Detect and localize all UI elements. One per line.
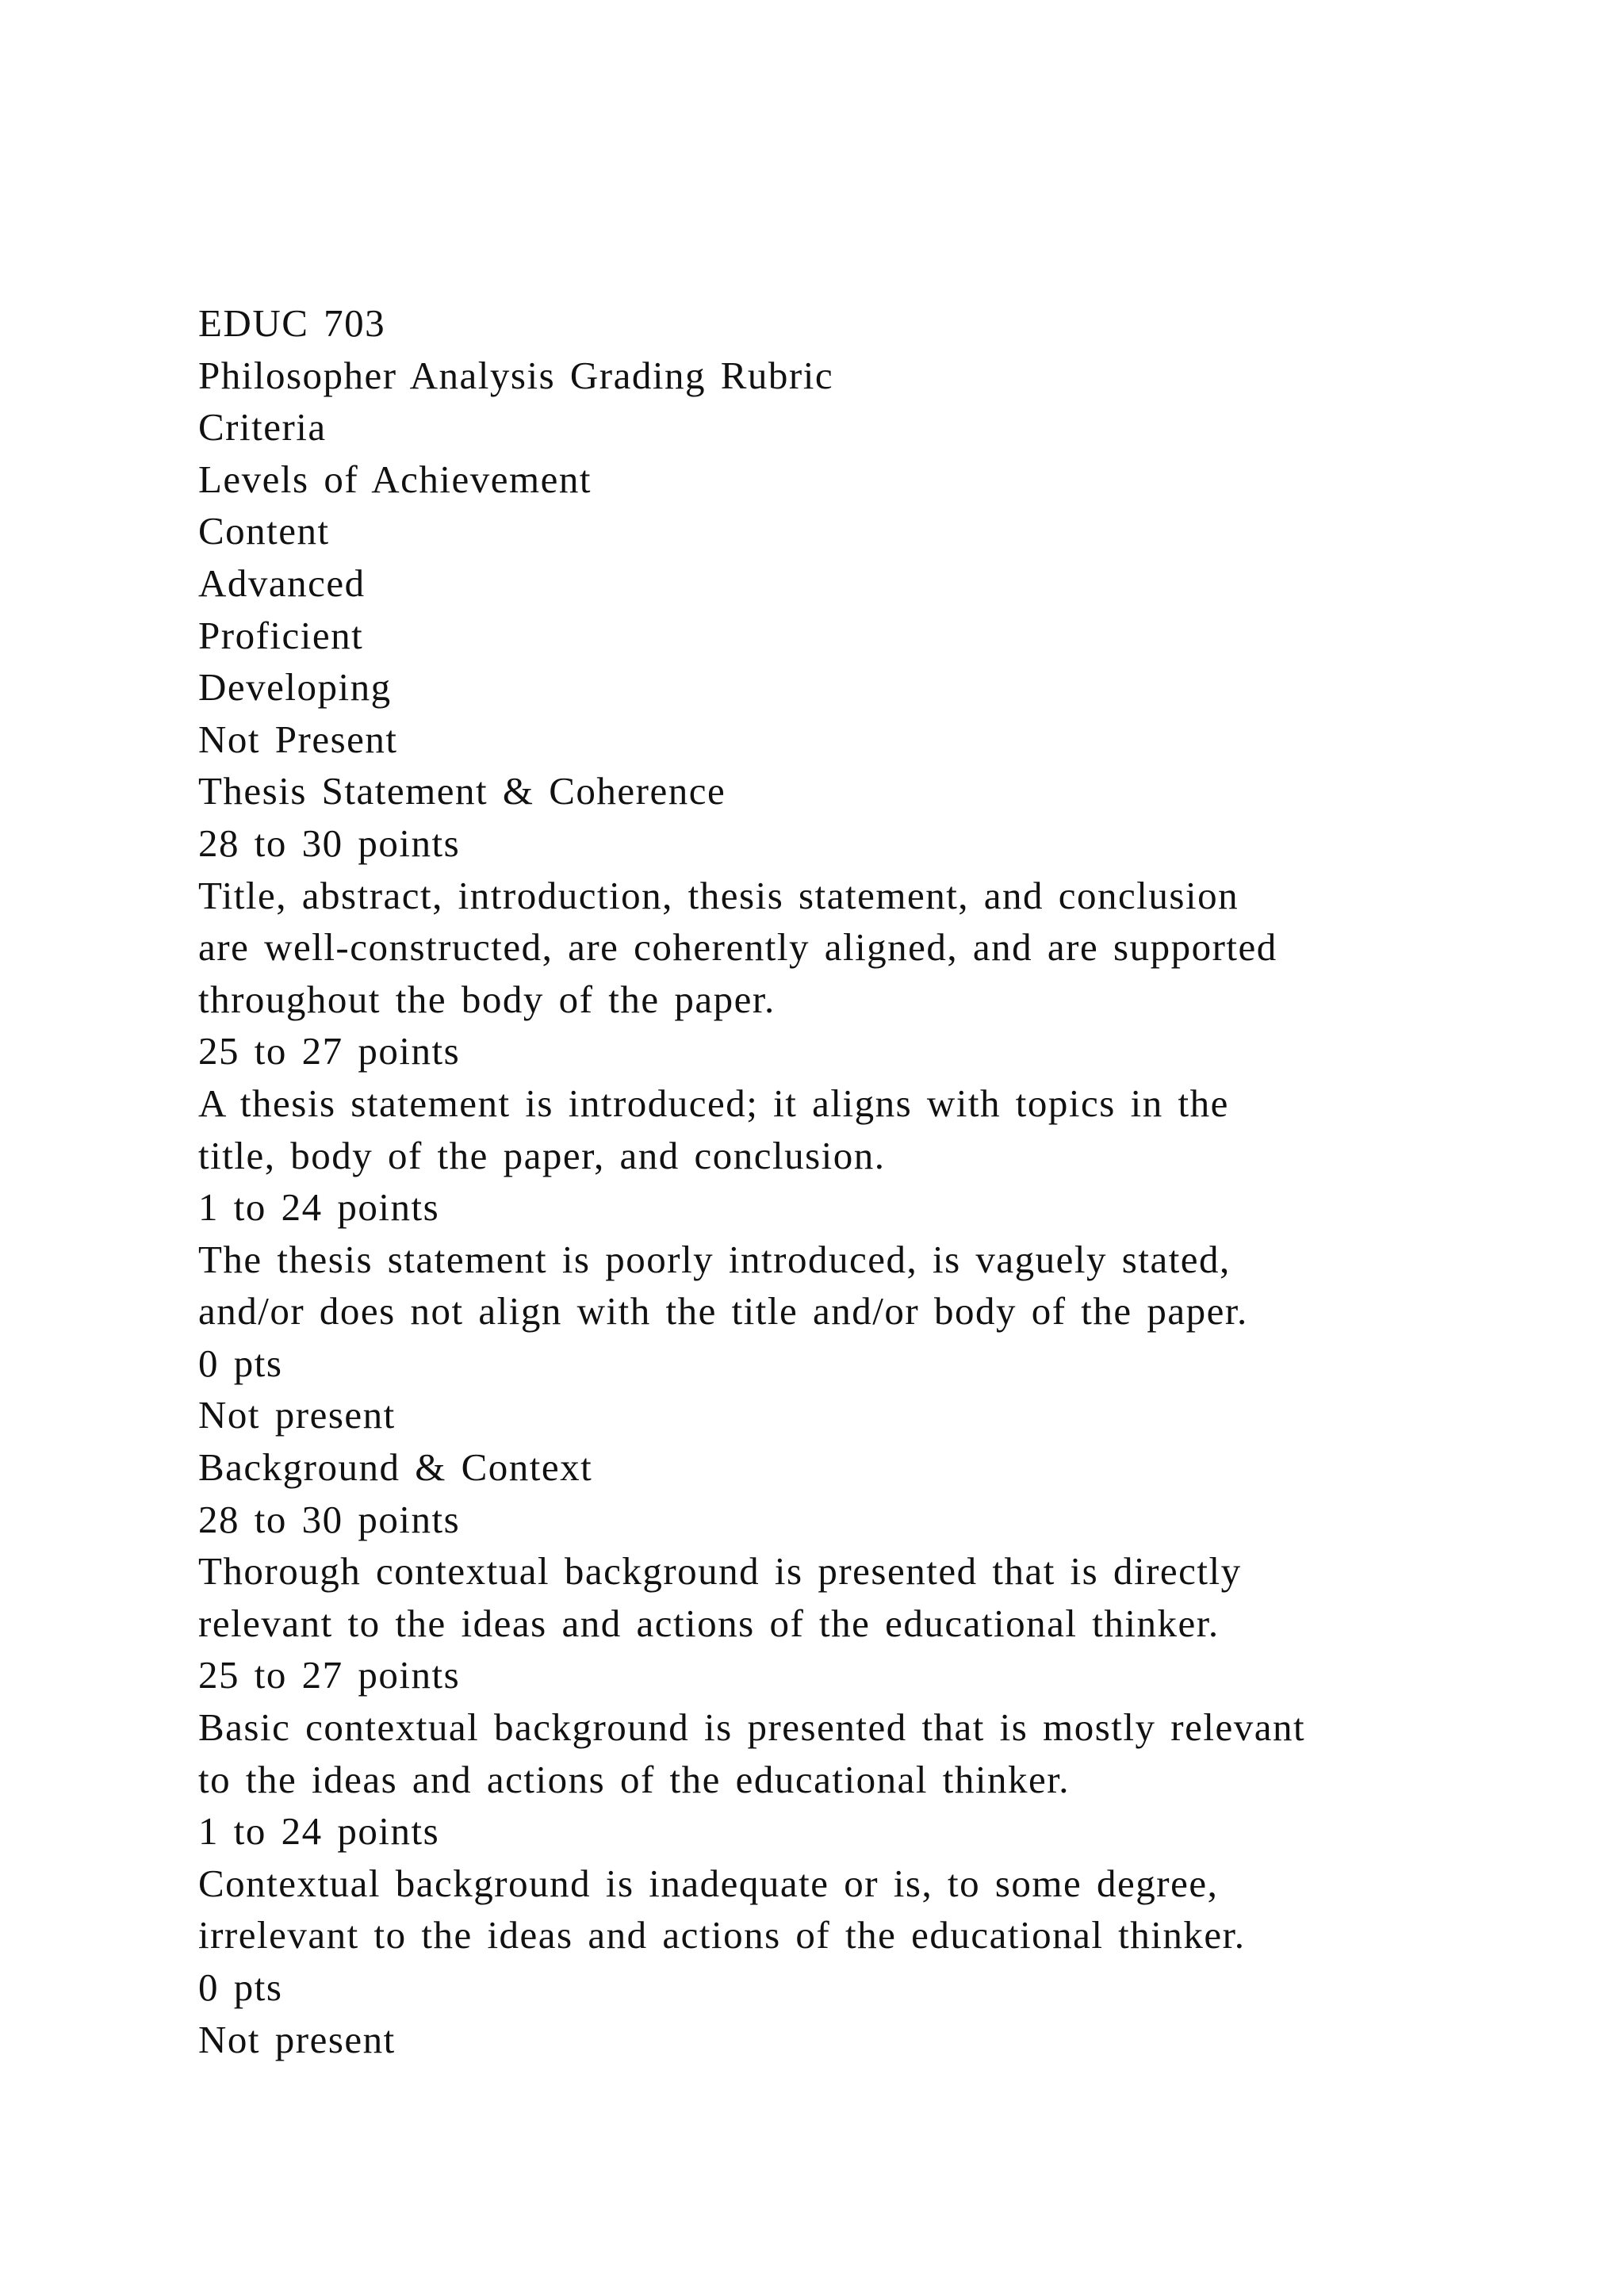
section-name: Thesis Statement & Coherence [198,769,726,813]
document-body [198,297,1546,2065]
developing-text-line: irrelevant to the ideas and actions of the educational thinker. [198,1913,1246,1957]
advanced-points: 28 to 30 points [198,821,461,865]
level-advanced: Advanced [198,561,366,605]
proficient-text-line: to the ideas and actions of the educational thinker. [198,1757,1071,1801]
developing-text-line: and/or does not align with the title and/or body of the paper. [198,1289,1248,1334]
not-present-text: Not present [198,1393,396,1437]
criteria-label: Criteria [198,405,327,450]
document-title: Philosopher Analysis Grading Rubric [198,353,834,397]
developing-points: 1 to 24 points [198,1809,440,1854]
proficient-text-line: A thesis statement is introduced; it aligns with topics in the [198,1081,1229,1125]
content-label: Content [198,509,330,553]
developing-text-line: The thesis statement is poorly introduced, is vaguely stated, [198,1237,1231,1281]
proficient-points: 25 to 27 points [198,1029,461,1073]
level-developing: Developing [198,665,392,710]
advanced-points: 28 to 30 points [198,1497,461,1541]
advanced-text-line: Thorough contextual background is presented that is directly [198,1549,1242,1594]
not-present-points: 0 pts [198,1965,283,2009]
not-present-points: 0 pts [198,1341,283,1385]
course-code: EDUC 703 [198,301,386,345]
section-name: Background & Context [198,1445,593,1490]
proficient-text-line: title, body of the paper, and conclusion. [198,1133,886,1177]
proficient-points: 25 to 27 points [198,1653,461,1697]
proficient-text-line: Basic contextual background is presented that is mostly relevant [198,1705,1306,1750]
advanced-text-line: relevant to the ideas and actions of the educational thinker. [198,1601,1220,1645]
levels-label: Levels of Achievement [198,457,592,501]
developing-points: 1 to 24 points [198,1185,440,1230]
level-not-present: Not Present [198,717,398,761]
advanced-text-line: Title, abstract, introduction, thesis statement, and conclusion [198,873,1239,917]
advanced-text-line: throughout the body of the paper. [198,977,776,1021]
not-present-text: Not present [198,2017,396,2061]
developing-text-line: Contextual background is inadequate or is, to some degree, [198,1861,1219,1905]
level-proficient: Proficient [198,613,364,657]
advanced-text-line: are well-constructed, are coherently aligned, and are supported [198,925,1277,970]
